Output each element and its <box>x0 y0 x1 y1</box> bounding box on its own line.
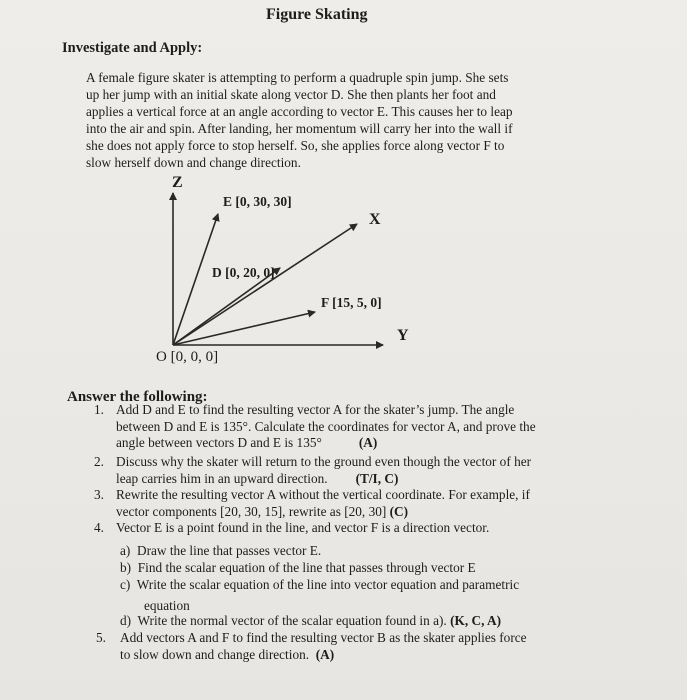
question-4d <box>120 613 501 629</box>
question-number: 3. <box>94 487 104 502</box>
axis-y-label: Y <box>397 327 409 344</box>
section-heading: Investigate and Apply: <box>62 40 203 56</box>
sub-text: Find the scalar equation of the line that passes through vector E <box>137 560 476 575</box>
question-1 <box>94 402 536 452</box>
intro-line: she does not apply force to stop herself. So, she applies force along vector F to <box>86 138 505 154</box>
question-number: 4. <box>94 520 104 535</box>
question-text: angle between vectors D and E is 135° <box>116 435 322 450</box>
question-line <box>120 647 527 664</box>
question-line: Discuss why the skater will return to the ground even though the vector of her <box>116 454 532 469</box>
rubric-tag: (A) <box>315 646 335 662</box>
rubric-tag: (T/I, C) <box>355 470 399 486</box>
question-line: Rewrite the resulting vector A without the vertical coordinate. For example, if <box>116 487 530 502</box>
question-number: 2. <box>94 454 104 469</box>
question-5 <box>96 630 527 663</box>
axis-x-label: X <box>369 211 381 228</box>
sub-letter: d) <box>120 613 132 628</box>
question-4c <box>120 577 519 593</box>
question-text: vector components [20, 30, 15], rewrite as [20, 30] <box>116 503 387 519</box>
intro-line: applies a vertical force at an angle according to vector E. This causes her to leap <box>86 104 513 120</box>
vector-e-label: E [0, 30, 30] <box>223 194 292 209</box>
answer-heading: Answer the following: <box>67 389 208 405</box>
question-line <box>116 504 530 521</box>
question-text: leap carries him in an upward direction. <box>116 470 328 486</box>
rubric-tag: (K, C, A) <box>450 613 502 628</box>
intro-line: into the air and spin. After landing, her momentum will carry her into the wall if <box>86 121 513 137</box>
rubric-tag: (A) <box>358 435 378 450</box>
page-title: Figure Skating <box>266 6 368 23</box>
question-4a <box>120 543 321 559</box>
axis-z-label: Z <box>172 174 183 191</box>
intro-line: slow herself down and change direction. <box>86 155 301 171</box>
question-line <box>116 435 536 452</box>
question-4 <box>94 520 489 537</box>
x-axis <box>173 224 357 345</box>
question-number: 1. <box>94 402 104 417</box>
sub-text: Write the normal vector of the scalar equation found in a). <box>137 613 447 628</box>
sub-letter: c) <box>120 577 131 592</box>
intro-line: up her jump with an initial skate along vector D. She then plants her foot and <box>86 87 496 103</box>
question-4c-continued: equation <box>144 598 190 613</box>
question-line: Vector E is a point found in the line, and vector F is a direction vector. <box>116 520 490 535</box>
vector-f-label: F [15, 5, 0] <box>321 295 382 310</box>
sub-text: Draw the line that passes vector E. <box>137 543 322 558</box>
sub-letter: a) <box>120 543 131 558</box>
question-3 <box>94 487 530 520</box>
sub-text: Write the scalar equation of the line into vector equation and parametric <box>136 577 520 592</box>
question-number: 5. <box>96 630 106 645</box>
question-line: Add D and E to find the resulting vector A for the skater’s jump. The angle <box>116 402 515 417</box>
intro-line: A female figure skater is attempting to perform a quadruple spin jump. She sets <box>86 70 509 85</box>
rubric-tag: (C) <box>389 503 409 519</box>
question-line: Add vectors A and F to find the resulting vector B as the skater applies force <box>120 630 527 645</box>
question-2 <box>94 454 531 487</box>
vector-f-arrow <box>173 312 315 345</box>
origin-label: O [0, 0, 0] <box>156 349 219 365</box>
question-line: between D and E is 135°. Calculate the coordinates for vector A, and prove the <box>116 418 536 434</box>
vector-d-label: D [0, 20, 0] <box>212 265 275 280</box>
question-4b <box>120 560 476 576</box>
question-line <box>116 471 531 488</box>
question-text: to slow down and change direction. <box>120 646 310 662</box>
sub-letter: b) <box>120 560 132 575</box>
